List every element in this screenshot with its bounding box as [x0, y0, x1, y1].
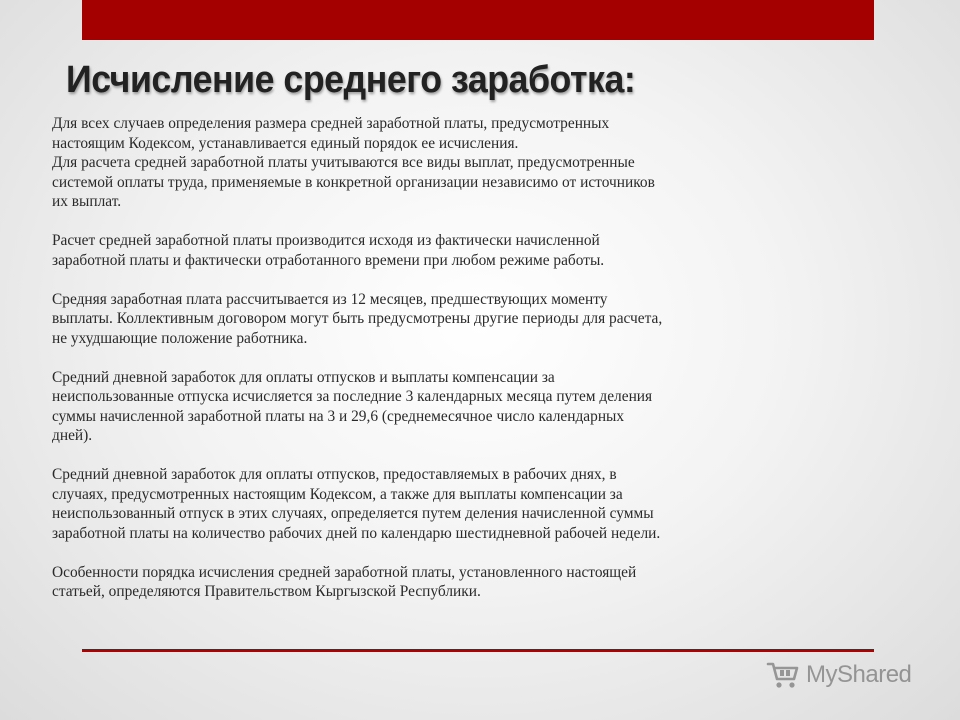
text-line: Средний дневной заработок для оплаты отпусков, предоставляемых в рабочих днях, в — [52, 466, 617, 483]
slide-body — [52, 114, 867, 602]
text-line: Средняя заработная плата рассчитывается из 12 месяцев, предшествующих моменту — [52, 290, 608, 308]
text-line: Расчет средней заработной платы производится исходя из фактически начисленной — [52, 232, 600, 249]
text-line: суммы начисленной заработной платы на 3 и 29,6 (среднемесячное число календарных — [52, 407, 625, 425]
text-line: статьей, определяются Правительством Кыргызской Республики. — [52, 583, 481, 600]
paragraph-vacation-calendar-days — [52, 368, 867, 446]
text-line: заработной платы на количество рабочих дней по календарю шестидневной рабочей недели. — [52, 524, 661, 542]
text-line: Для всех случаев определения размера средней заработной платы, предусмотренных — [52, 115, 610, 132]
slide-title: Исчисление среднего заработка: — [66, 59, 636, 101]
paragraph-twelve-months — [52, 290, 867, 349]
text-line: настоящим Кодексом, устанавливается единый порядок ее исчисления. — [52, 134, 519, 152]
myshared-watermark — [766, 655, 911, 695]
text-line: случаях, предусмотренных настоящим Кодексом, а также для выплаты компенсации за — [52, 485, 623, 503]
text-line: Средний дневной заработок для оплаты отпусков и выплаты компенсации за — [52, 368, 555, 386]
text-line: их выплат. — [52, 193, 122, 210]
watermark-text: MyShared — [806, 661, 912, 688]
text-line: неиспользованный отпуск в этих случаях, определяется путем деления начисленной суммы — [52, 505, 654, 522]
text-line: не ухудшающие положение работника. — [52, 329, 308, 347]
text-line: неиспользованные отпуска исчисляется за последние 3 календарных месяца путем деления — [52, 388, 653, 405]
text-line: заработной платы и фактически отработанного времени при любом режиме работы. — [52, 251, 605, 269]
text-line: выплаты. Коллективным договором могут быть предусмотрены другие периоды для расчета, — [52, 310, 663, 327]
text-line: дней). — [52, 427, 93, 444]
text-line: системой оплаты труда, применяемые в конкретной организации независимо от источников — [52, 173, 655, 191]
shopping-cart-icon — [766, 660, 800, 690]
paragraph-calculation-basis — [52, 231, 867, 270]
top-accent-bar — [82, 0, 874, 40]
paragraph-vacation-working-days — [52, 465, 867, 543]
text-line: Для расчета средней заработной платы учитываются все виды выплат, предусмотренные — [52, 154, 635, 171]
text-line: Особенности порядка исчисления средней заработной платы, установленного настоящей — [52, 563, 637, 581]
paragraph-general-procedure — [52, 114, 867, 212]
paragraph-government-procedure — [52, 563, 867, 602]
bottom-accent-rule — [82, 649, 874, 652]
